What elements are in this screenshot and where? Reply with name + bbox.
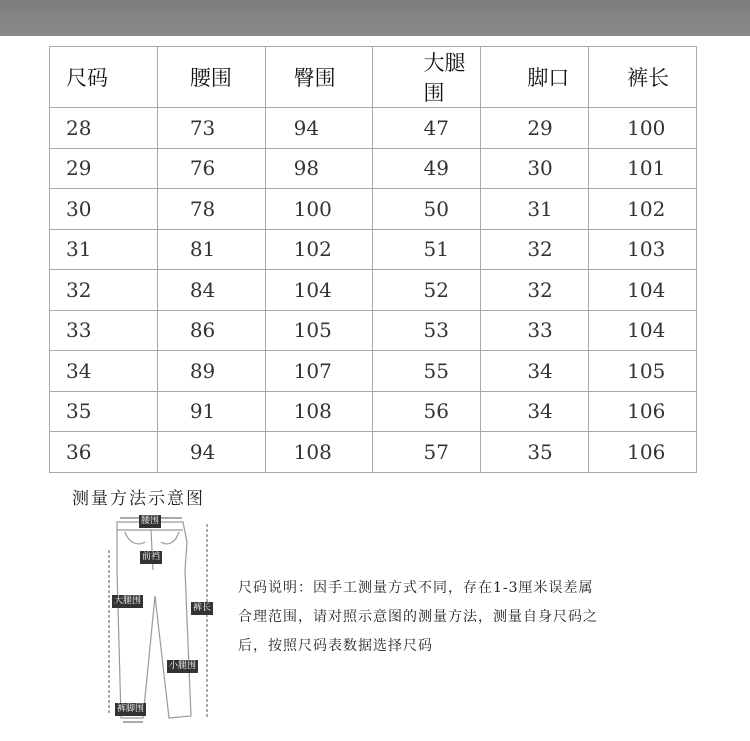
table-cell: 81 (157, 229, 265, 270)
table-cell: 34 (481, 351, 589, 392)
table-cell: 94 (157, 432, 265, 473)
table-cell: 50 (373, 189, 481, 230)
table-cell: 31 (50, 229, 158, 270)
label-hem: 裤脚围 (117, 704, 145, 714)
table-cell: 105 (589, 351, 697, 392)
note-line-2: 合理范围，请对照示意图的测量方法，测量自身尺码之 (238, 609, 598, 625)
table-row (50, 310, 697, 351)
table-row (50, 108, 697, 149)
table-cell: 29 (481, 108, 589, 149)
table-cell: 34 (481, 391, 589, 432)
table-cell: 49 (373, 148, 481, 189)
table-row (50, 270, 697, 311)
table-row (50, 229, 697, 270)
table-cell: 84 (157, 270, 265, 311)
label-waist: 腰围 (141, 516, 160, 526)
label-calf: 小腿围 (169, 661, 197, 671)
table-row (50, 148, 697, 189)
top-banner (0, 0, 750, 36)
table-cell: 35 (481, 432, 589, 473)
table-cell: 33 (481, 310, 589, 351)
table-cell: 78 (157, 189, 265, 230)
table-cell: 107 (265, 351, 373, 392)
measure-title: 测量方法示意图 (72, 489, 205, 509)
table-cell: 102 (265, 229, 373, 270)
table-cell: 56 (373, 391, 481, 432)
table-cell: 32 (50, 270, 158, 311)
table-cell: 30 (50, 189, 158, 230)
size-chart-table (49, 46, 697, 473)
table-cell: 35 (50, 391, 158, 432)
label-thigh: 大腿围 (114, 596, 142, 606)
table-cell: 53 (373, 310, 481, 351)
table-cell: 94 (265, 108, 373, 149)
header-hip: 臀围 (265, 47, 373, 108)
table-cell: 30 (481, 148, 589, 189)
table-cell: 100 (589, 108, 697, 149)
label-front-rise: 前裆 (142, 552, 161, 562)
table-cell: 28 (50, 108, 158, 149)
table-row (50, 351, 697, 392)
table-cell: 86 (157, 310, 265, 351)
note-line-1: 尺码说明：因手工测量方式不同，存在1-3厘米误差属 (238, 580, 594, 596)
table-row (50, 189, 697, 230)
table-cell: 108 (265, 432, 373, 473)
table-cell: 34 (50, 351, 158, 392)
table-cell: 32 (481, 270, 589, 311)
header-hem: 脚口 (481, 47, 589, 108)
table-cell: 55 (373, 351, 481, 392)
table-cell: 32 (481, 229, 589, 270)
table-cell: 73 (157, 108, 265, 149)
table-cell: 104 (589, 310, 697, 351)
table-cell: 104 (589, 270, 697, 311)
note-line-3: 后，按照尺码表数据选择尺码 (238, 638, 433, 654)
label-length: 裤长 (193, 603, 212, 613)
table-cell: 89 (157, 351, 265, 392)
header-waist: 腰围 (157, 47, 265, 108)
table-row (50, 432, 697, 473)
table-cell: 33 (50, 310, 158, 351)
table-cell: 103 (589, 229, 697, 270)
table-cell: 57 (373, 432, 481, 473)
table-cell: 52 (373, 270, 481, 311)
table-cell: 106 (589, 432, 697, 473)
table-cell: 106 (589, 391, 697, 432)
table-cell: 36 (50, 432, 158, 473)
table-cell: 104 (265, 270, 373, 311)
table-cell: 51 (373, 229, 481, 270)
header-size: 尺码 (50, 47, 158, 108)
header-thigh: 大腿围 (373, 47, 481, 108)
table-row (50, 391, 697, 432)
table-cell: 29 (50, 148, 158, 189)
table-cell: 101 (589, 148, 697, 189)
table-cell: 98 (265, 148, 373, 189)
table-cell: 47 (373, 108, 481, 149)
size-note (238, 574, 698, 661)
table-cell: 31 (481, 189, 589, 230)
table-cell: 108 (265, 391, 373, 432)
table-cell: 91 (157, 391, 265, 432)
table-header-row (50, 47, 697, 108)
pants-diagram (95, 510, 235, 725)
pants-outline-icon (95, 510, 235, 725)
table-cell: 76 (157, 148, 265, 189)
header-length: 裤长 (589, 47, 697, 108)
table-cell: 102 (589, 189, 697, 230)
table-cell: 105 (265, 310, 373, 351)
table-cell: 100 (265, 189, 373, 230)
